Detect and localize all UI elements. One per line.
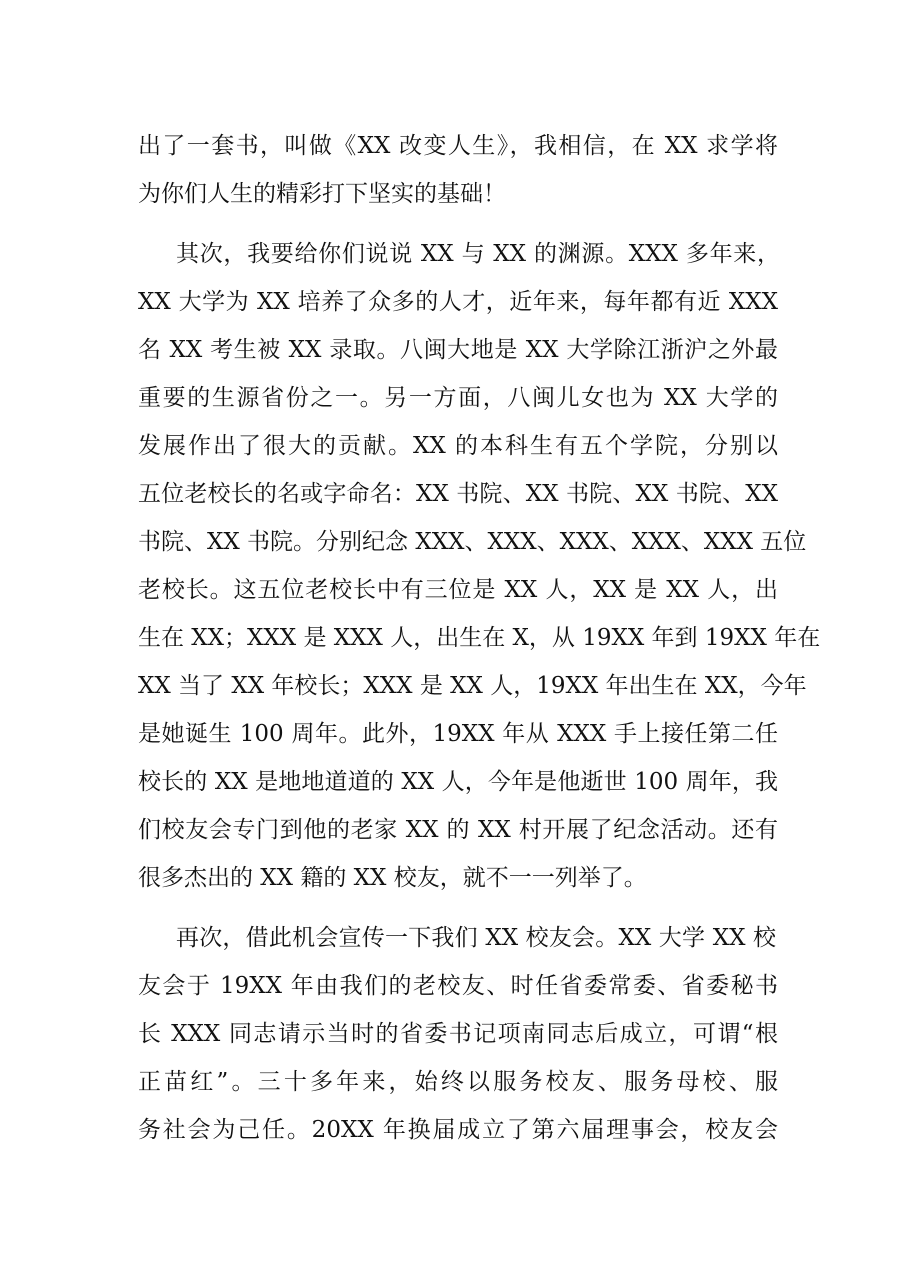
text-line: 发展作出了很大的贡献。XX 的本科生有五个学院，分别以 (138, 433, 778, 459)
text-line: 重要的生源省份之一。另一方面，八闽儿女也为 XX 大学的 (138, 385, 778, 411)
text-line: XX 当了 XX 年校长；XXX 是 XX 人，19XX 年出生在 XX，今年 (138, 673, 807, 699)
text-line: 老校长。这五位老校长中有三位是 XX 人，XX 是 XX 人，出 (138, 577, 778, 603)
text-line: 校长的 XX 是地地道道的 XX 人，今年是他逝世 100 周年，我 (138, 769, 778, 795)
text-line: 务社会为己任。20XX 年换届成立了第六届理事会，校友会 (138, 1117, 778, 1143)
text-line: 出了一套书，叫做《XX 改变人生》，我相信，在 XX 求学将 (138, 133, 778, 159)
text-line: 生在 XX；XXX 是 XXX 人，出生在 X，从 19XX 年到 19XX 年在 (138, 625, 821, 651)
text-line: 很多杰出的 XX 籍的 XX 校友，就不一一列举了。 (138, 865, 647, 891)
text-line: 是她诞生 100 周年。此外，19XX 年从 XXX 手上接任第二任 (138, 721, 778, 747)
text-line: 长 XXX 同志请示当时的省委书记项南同志后成立，可谓“根 (138, 1021, 778, 1047)
text-line: 友会于 19XX 年由我们的老校友、时任省委常委、省委秘书 (138, 973, 778, 999)
text-line: XX 大学为 XX 培养了众多的人才，近年来，每年都有近 XXX (138, 289, 778, 315)
text-line: 五位老校长的名或字命名：XX 书院、XX 书院、XX 书院、XX (138, 481, 778, 507)
text-line: 书院、XX 书院。分别纪念 XXX、XXX、XXX、XXX、XXX 五位 (138, 529, 807, 555)
text-line: 名 XX 考生被 XX 录取。八闽大地是 XX 大学除江浙沪之外最 (138, 337, 778, 363)
text-line: 其次，我要给你们说说 XX 与 XX 的渊源。XXX 多年来， (176, 241, 780, 267)
text-line: 们校友会专门到他的老家 XX 的 XX 村开展了纪念活动。还有 (138, 817, 778, 843)
text-line: 正苗红”。三十多年来，始终以服务校友、服务母校、服 (138, 1069, 778, 1095)
text-line: 再次，借此机会宣传一下我们 XX 校友会。XX 大学 XX 校 (176, 925, 776, 951)
text-line: 为你们人生的精彩打下坚实的基础！ (138, 181, 506, 207)
